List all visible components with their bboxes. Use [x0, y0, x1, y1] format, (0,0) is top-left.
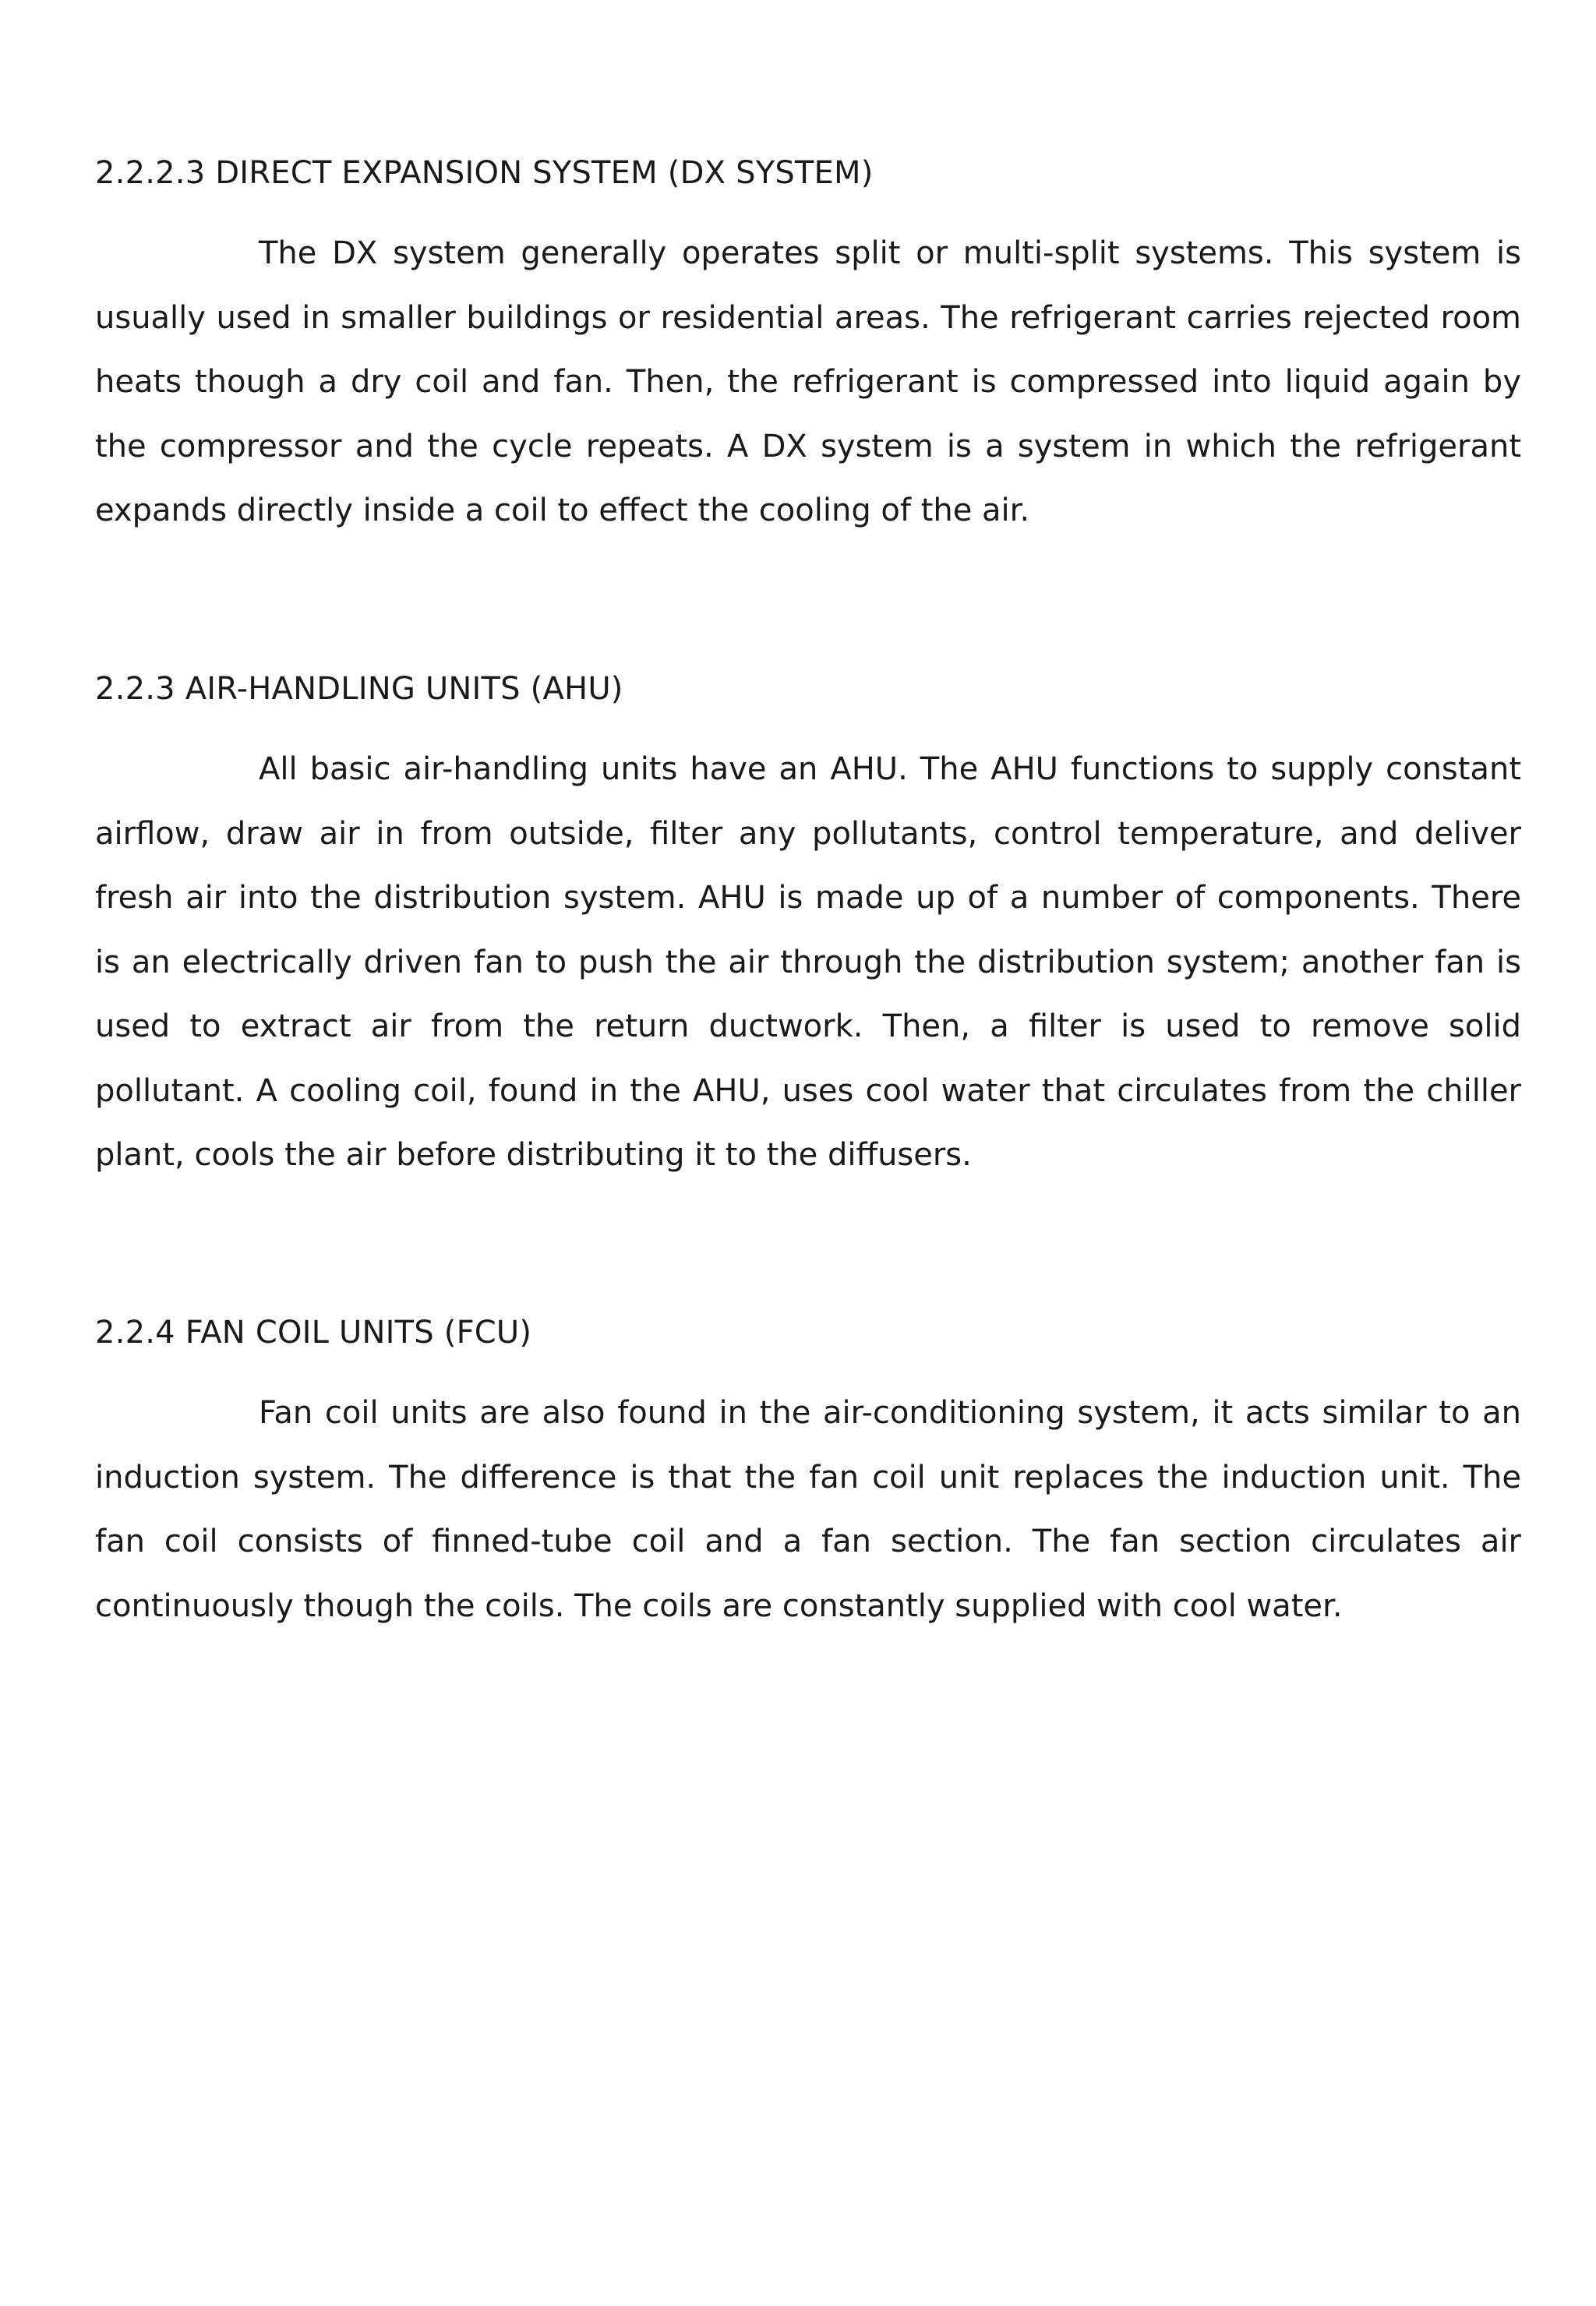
- section-air-handling-units: [95, 669, 1521, 1188]
- section-paragraph: Fan coil units are also found in the air-conditioning system, it acts similar to an induction system. The difference is that the fan coil unit replaces the induction unit. The fan coil consists of finned-tube coil and a fan section. The fan section circulates air continuously though the coils. The coils are constantly supplied with cool water.: [95, 1395, 1521, 1624]
- section-heading: 2.2.3 AIR-HANDLING UNITS (AHU): [95, 671, 623, 707]
- section-fan-coil-units: [95, 1312, 1521, 1638]
- section-heading: 2.2.4 FAN COIL UNITS (FCU): [95, 1315, 532, 1351]
- section-paragraph: The DX system generally operates split or multi-split systems. This system is usually used in smaller buildings or residential areas. The refrigerant carries rejected room heats though a dry coil and fan. Then, the refrigerant is compressed into liquid again by the compressor and the cycle repeats. A DX system is a system in which the refrigerant expands directly inside a coil to effect the cooling of the air.: [95, 235, 1521, 528]
- section-dx-system: [95, 153, 1521, 543]
- section-heading: 2.2.2.3 DIRECT EXPANSION SYSTEM (DX SYSTEM): [95, 155, 874, 191]
- section-paragraph: All basic air-handling units have an AHU. The AHU functions to supply constant airflow, draw air in from outside, filter any pollutants, control temperature, and deliver fresh air into the distribution system. AHU is made up of a number of components. There is an electrically driven fan to push the air through the distribution system; another fan is used to extract air from the return ductwork. Then, a filter is used to remove solid pollutant. A cooling coil, found in the AHU, uses cool water that circulates from the chiller plant, cools the air before distributing it to the diffusers.: [95, 751, 1521, 1173]
